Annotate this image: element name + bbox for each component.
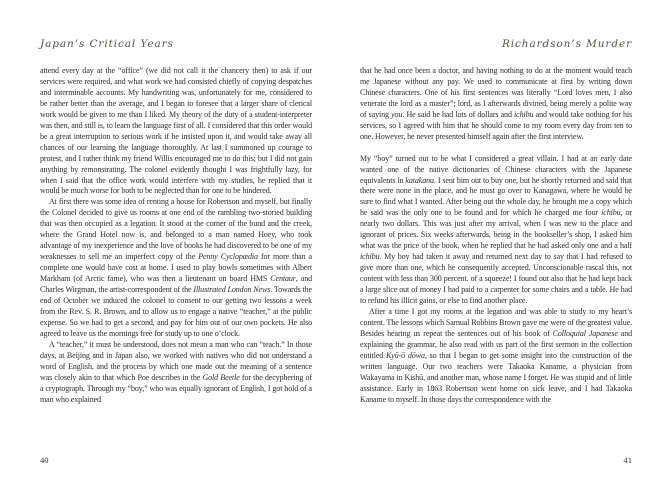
left-page bbox=[40, 38, 312, 488]
paragraph: After a time I got my rooms at the legation and was able to study to my heart’s content. The lessons which Samual Robbins Brown gave me were of the greatest value. Besides hearing us repeat the sentences out of his book of Colloquial Japanese and explaining the grammar, he also read with us part of the first sermon in the collection entitled Kyū-ō dōwa, so that I began to get some insight into the construction of the written language. Our two teachers were Takaoka Kaname, a physician from Wakayama in Kishū, and another man, whose name I forget. He was stupid and of little assistance. Early in 1863 Robertson went home on sick leave, and I had Takaoka Kaname to myself. In those days the correspondence with the bbox=[360, 306, 632, 404]
right-running-header: Richardson’s Murder bbox=[501, 38, 632, 50]
left-running-header: Japan’s Critical Years bbox=[40, 38, 174, 50]
left-page-number: 40 bbox=[40, 455, 49, 465]
paragraph: My “boy” turned out to be what I considered a great villain. I had at an early date wanted one of the native dictionaries of Chinese characters with the Japanese equivalents in katakana. I sent him out to buy one, but he shortly returned and said that there were none in the place, and he must go over to Kanagawa, where he would be sure to find what I wanted. After being out the whole day, he brought me a copy which he said was the only one to be found and for which he charged me four ichibu, or nearly two dollars. This was just after my arrival, when I was new to the place and ignorant of prices. Six weeks afterwards, being in the bookseller’s shop, I asked him what was the price of the book, when he replied that he had asked only one and a half ichibu. My boy had taken it away and returned next day to say that I had refused to give more than one, which he consequently accepted. Unconscionable rascal this, not content with less than 300 percent. of a squeeze! I found out also that he had kept back a large slice out of money I had paid to a carpenter for some chairs and a table. He had to refund his illicit gains, or else to find another place. bbox=[360, 153, 632, 305]
paragraph: At first there was some idea of renting a house for Robertson and myself, but finally the Colonel decided to give us rooms at one end of the rambling two-storied building that was then occupied as a legation. It stood at the corner of the bund and the creek, where the Grand Hotel now is, and belonged to a man named Hoey, who took advantage of my inexperience and the love of books he had discovered to be one of my weaknesses to sell me an imperfect copy of the Penny Cyclopædia for more than a complete one would have cost at home. I used to play bowls sometimes with Albert Markham (of Arctic fame), who was then a lieutenant on board HMS Centaur, and Charles Wirgman, the artist-correspondent of the Illustrated London News. Towards the end of October we induced the colonel to consent to our getting two lessons a week from the Rev. S. R. Brown, and to allow us to engage a native “teacher,” at the public expense. So we had to get a second, and pay for him out of our own pockets. He also agreed to leave us the mornings free for study up to one o’clock. bbox=[40, 197, 312, 338]
paragraph: attend every day at the “office” (we did not call it the chancery then) to ask if our services were required, and what work we had consisted chiefly of copying despatches and interminable accounts. My handwriting was, unfortunately for me, considered to be rather better than the average, and I began to foresee that a larger share of clerical work would be given to me than I liked. My theory of the duty of a student-interpreter was then, and still is, to learn the language first of all. I considered that this order would be a great interruption to serious work if he insisted upon it, and would take away all chances of our learning the language thoroughly. At last I summoned up courage to protest, and I rather think my friend Willis encouraged me to do this; but I did not gain anything by remonstrating. The colonel evidently thought I was frightfully lazy, for when I said that the office work would interfere with my studies, he replied that it would be much worse for both to be neglected than for one to be hindered. bbox=[40, 66, 312, 196]
paragraph: that he had once been a doctor, and having nothing to do at the moment would teach me Japanese without any pay. We used to communicate at first by writing down Chinese characters. One of his first sentences was literally “Lord loves men, I also venerate the lord as a master”; lord, as I afterwards divined, being merely a polite way of saying you. He said he had lots of dollars and ichibu and would take nothing for his services, so I agreed with him that he should come to my room every day from ten to one. However, he never presented himself again after the first interview. bbox=[360, 66, 632, 141]
paragraph: A “teacher,” it must be understood, does not mean a man who can “teach.” In those days, at Beijing and in Japan also, we worked with natives who did not understand a word of English, and the process by which one made out the meaning of a sentence was closely akin to that which Poe describes in the Gold Beetle for the decyphering of a cryptograph. Through my “boy,” who was equally ignorant of English, I got hold of a man who explained bbox=[40, 339, 312, 404]
right-page-body bbox=[360, 66, 632, 406]
right-page-number: 41 bbox=[623, 455, 632, 465]
left-page-body bbox=[40, 66, 312, 406]
right-page bbox=[360, 38, 632, 488]
